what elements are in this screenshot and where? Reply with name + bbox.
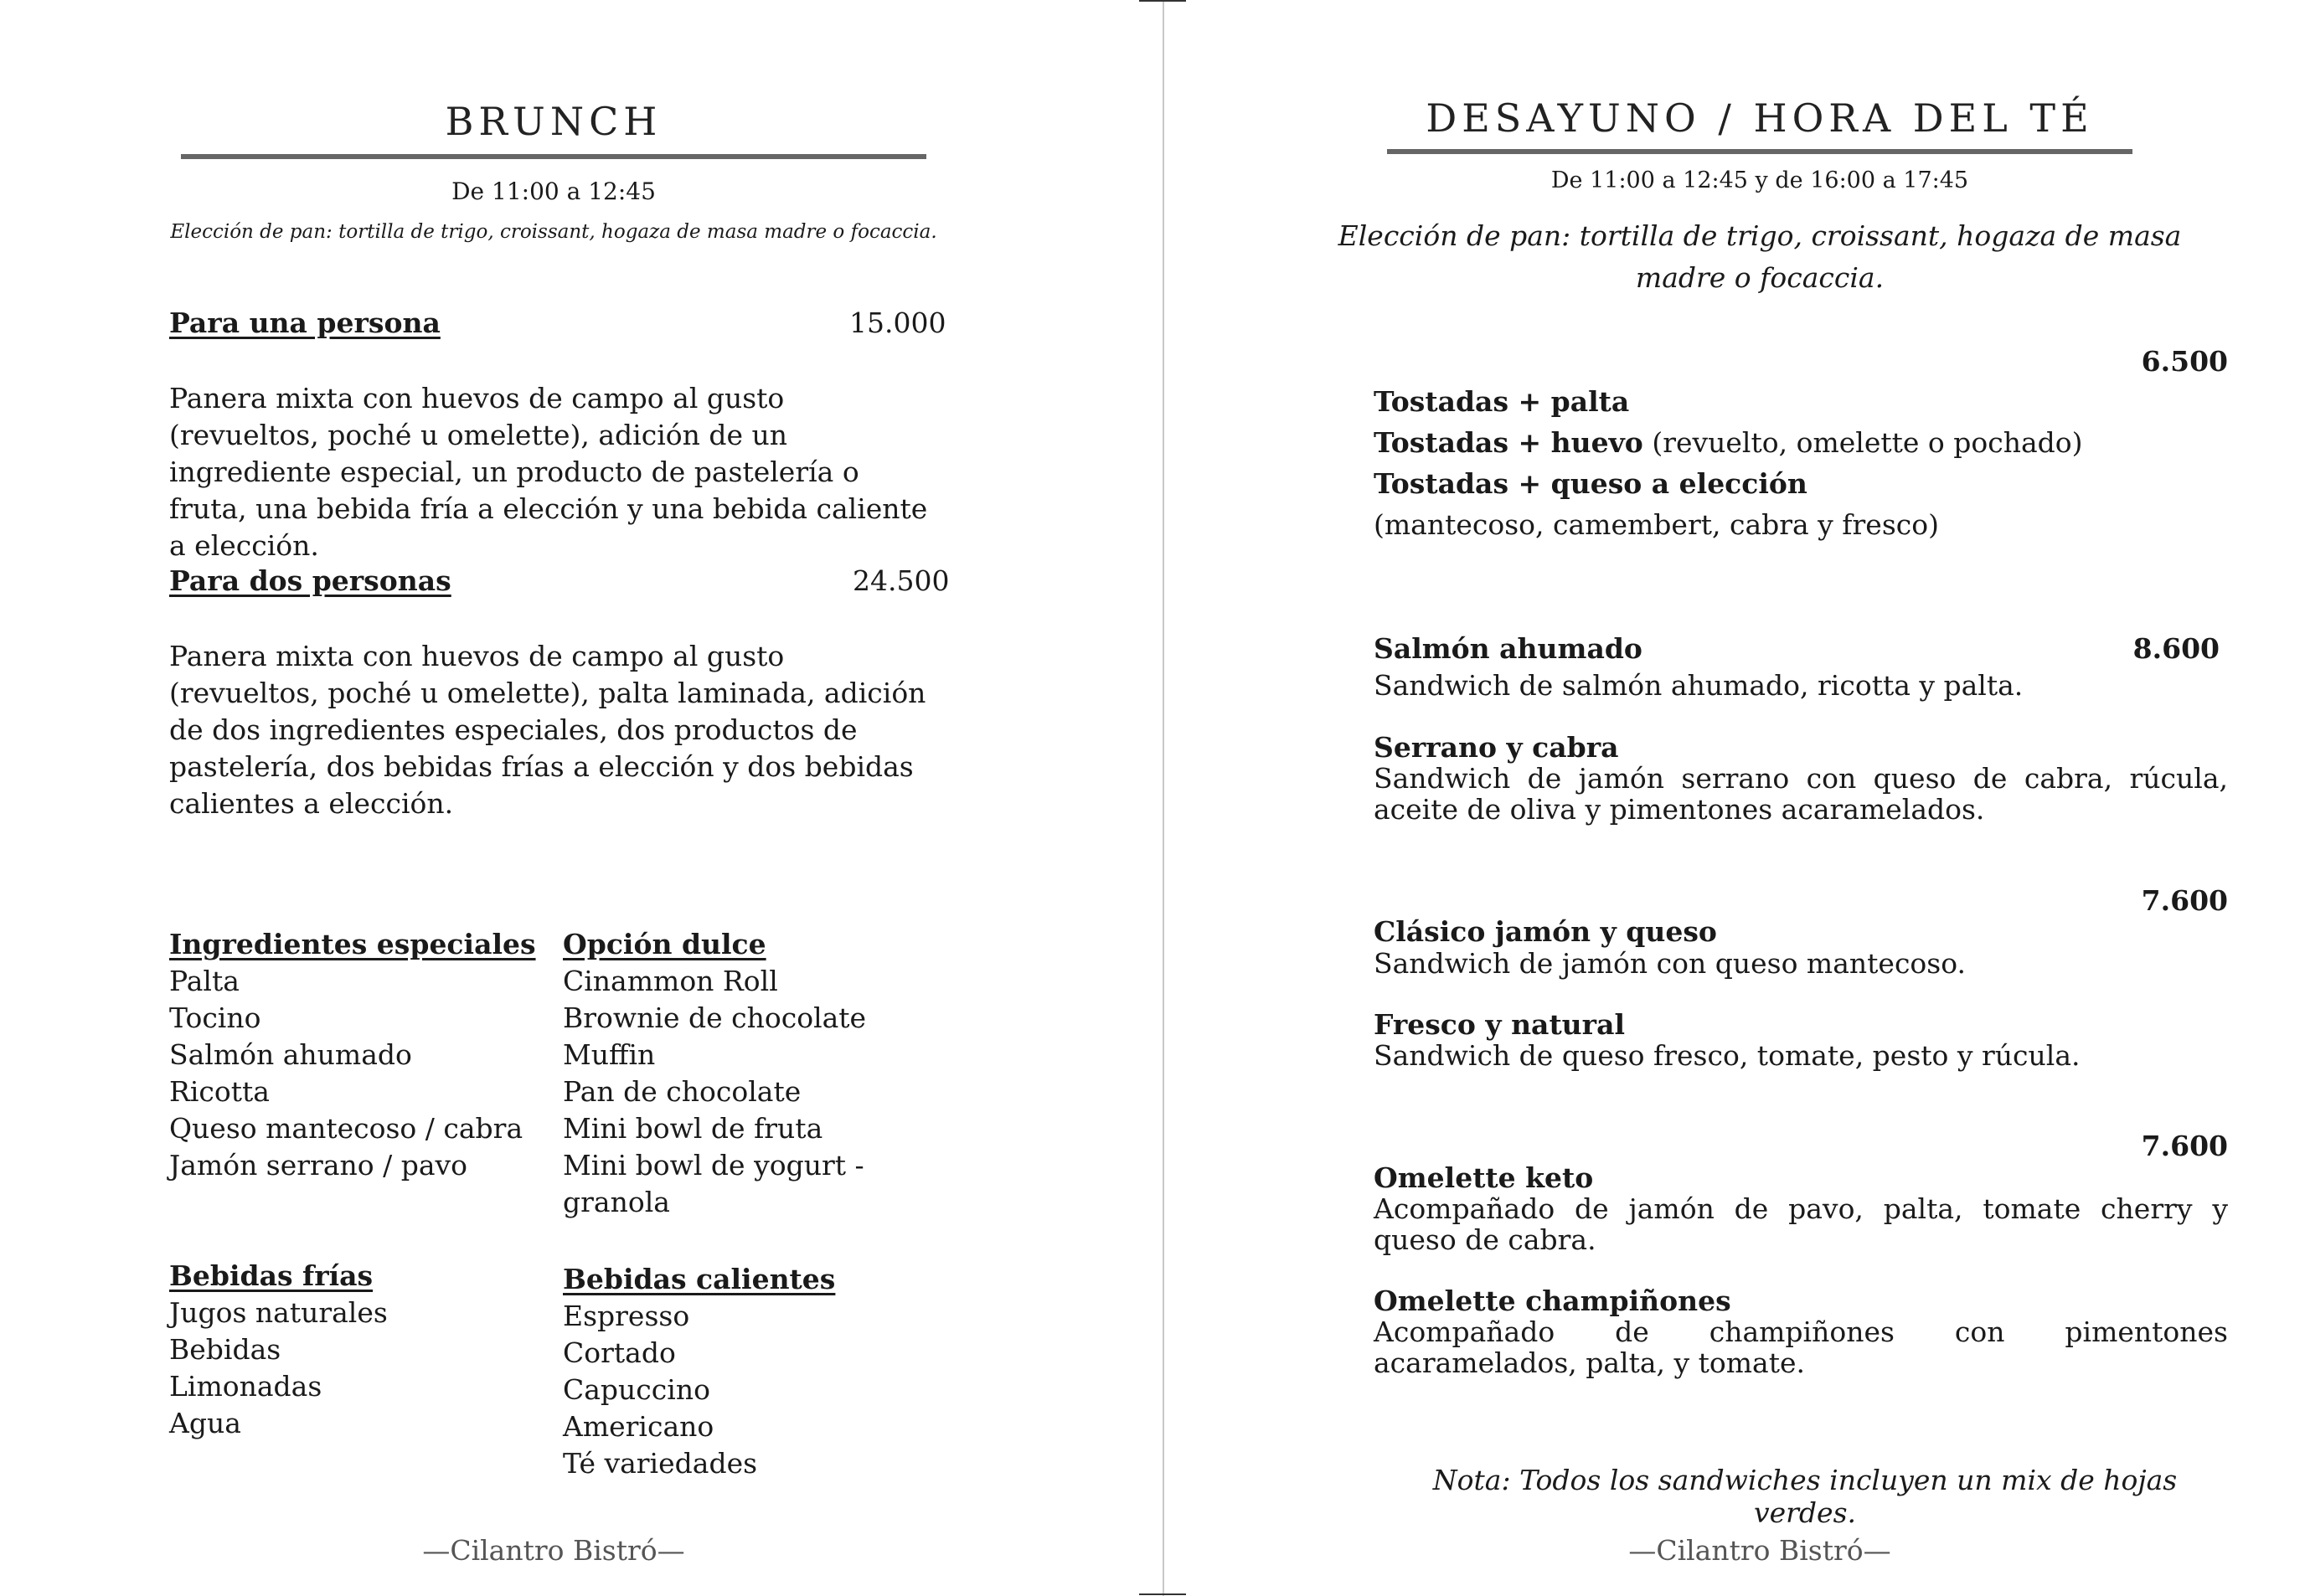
two-persons-label: Para dos personas	[169, 564, 451, 597]
tostadas-queso: Tostadas + queso a elección	[1374, 467, 1807, 500]
list-item: Muffin	[563, 1038, 656, 1071]
two-persons-desc: Panera mixta con huevos de campo al gusto (revueltos, poché u omelette), palta laminada, adición de dos ingredientes especiales, dos productos de pastelería, dos bebidas frías a elección y dos bebidas calientes a elección.	[169, 640, 926, 820]
clasico-title: Clásico jamón y queso	[1374, 915, 1717, 948]
tostadas-price: 6.500	[2141, 345, 2228, 378]
sandwich-note: Nota: Todos los sandwiches incluyen un mix de hojas verdes.	[1432, 1464, 2178, 1529]
list-item: Agua	[169, 1407, 241, 1439]
tostadas-huevo: Tostadas + huevo	[1374, 426, 1643, 459]
page-title: DESAYUNO / HORA DEL TÉ	[1426, 95, 2094, 141]
tostadas-palta: Tostadas + palta	[1374, 385, 1630, 418]
footer-brand: —Cilantro Bistró—	[422, 1534, 685, 1567]
dulce-list	[563, 926, 866, 1221]
list-item: Té variedades	[563, 1447, 758, 1480]
one-person-price: 15.000	[849, 306, 946, 339]
list-item: Brownie de chocolate	[563, 1001, 867, 1034]
omelette-champ-title: Omelette champiñones	[1374, 1285, 1731, 1317]
ingredientes-list	[169, 926, 536, 1184]
bread-note-line2: madre o focaccia.	[1635, 261, 1885, 294]
omelette-keto-title: Omelette keto	[1374, 1161, 1594, 1194]
omelette-keto-price: 7.600	[2141, 1130, 2228, 1162]
list-item: Limonadas	[169, 1370, 322, 1403]
list-item: Mini bowl de yogurt -	[563, 1149, 864, 1182]
list-item: Mini bowl de fruta	[563, 1112, 823, 1145]
list-item: Tocino	[169, 1001, 261, 1034]
list-item: Ricotta	[169, 1075, 270, 1108]
ingredientes-title: Ingredientes especiales	[169, 928, 536, 960]
title-rule	[181, 154, 926, 159]
dulce-title: Opción dulce	[563, 928, 766, 960]
footer-brand: —Cilantro Bistró—	[1628, 1534, 1891, 1567]
list-item: Cortado	[563, 1336, 676, 1369]
calientes-list	[563, 1261, 835, 1482]
omelette-champ-desc-line1: Acompañado de champiñones con pimentones	[1374, 1315, 2228, 1348]
hours-text: De 11:00 a 12:45 y de 16:00 a 17:45	[1550, 167, 1969, 193]
list-item: Bebidas	[169, 1333, 281, 1366]
desayuno-page	[1164, 0, 2305, 1596]
one-person-label: Para una persona	[169, 306, 441, 339]
omelette-keto-desc-line2: queso de cabra.	[1374, 1223, 1596, 1256]
page-title: BRUNCH	[445, 99, 663, 144]
tostadas-huevo-line	[1374, 426, 2083, 459]
omelette-champ-desc-line2: acaramelados, palta, y tomate.	[1374, 1346, 1806, 1379]
salmon-desc: Sandwich de salmón ahumado, ricotta y palta.	[1374, 669, 2024, 702]
fresco-title: Fresco y natural	[1374, 1008, 1625, 1041]
frias-list	[169, 1258, 388, 1442]
list-item: Americano	[563, 1410, 714, 1443]
frias-title: Bebidas frías	[169, 1259, 374, 1292]
bread-note: Elección de pan: tortilla de trigo, croissant, hogaza de masa madre o focaccia.	[170, 221, 937, 243]
list-item: Pan de chocolate	[563, 1075, 802, 1108]
salmon-title: Salmón ahumado	[1374, 632, 1642, 665]
list-item: Capuccino	[563, 1373, 710, 1406]
list-item: Jamón serrano / pavo	[169, 1149, 468, 1182]
hours-text: De 11:00 a 12:45	[451, 178, 656, 205]
omelette-keto-desc-line1: Acompañado de jamón de pavo, palta, tomate cherry y	[1374, 1192, 2228, 1225]
calientes-title: Bebidas calientes	[563, 1263, 836, 1295]
tostadas-huevo-options: (revuelto, omelette o pochado)	[1642, 426, 2083, 459]
bread-note-line1: Elección de pan: tortilla de trigo, croissant, hogaza de masa	[1338, 219, 2182, 252]
salmon-price: 8.600	[2132, 632, 2220, 665]
clasico-desc: Sandwich de jamón con queso mantecoso.	[1374, 947, 1967, 980]
one-person-desc: Panera mixta con huevos de campo al gusto (revueltos, poché u omelette), adición de un ingrediente especial, un producto de pastelería o fruta, una bebida fría a elección y una bebida caliente a elección.	[169, 382, 928, 562]
tostadas-queso-options: (mantecoso, camembert, cabra y fresco)	[1374, 508, 1939, 541]
title-rule	[1387, 149, 2132, 154]
list-item: granola	[563, 1186, 670, 1218]
two-persons-price: 24.500	[853, 564, 950, 597]
list-item: Palta	[169, 965, 240, 997]
list-item: Queso mantecoso / cabra	[169, 1112, 523, 1145]
list-item: Espresso	[563, 1300, 690, 1332]
fresco-desc: Sandwich de queso fresco, tomate, pesto y rúcula.	[1374, 1039, 2081, 1072]
list-item: Jugos naturales	[169, 1296, 388, 1329]
list-item: Cinammon Roll	[563, 965, 778, 997]
list-item: Salmón ahumado	[169, 1038, 412, 1071]
serrano-desc-line1: Sandwich de jamón serrano con queso de cabra, rúcula,	[1374, 762, 2228, 795]
serrano-title: Serrano y cabra	[1374, 731, 1619, 764]
serrano-desc-line2: aceite de oliva y pimentones acaramelados.	[1374, 793, 1985, 826]
clasico-price: 7.600	[2141, 884, 2228, 917]
